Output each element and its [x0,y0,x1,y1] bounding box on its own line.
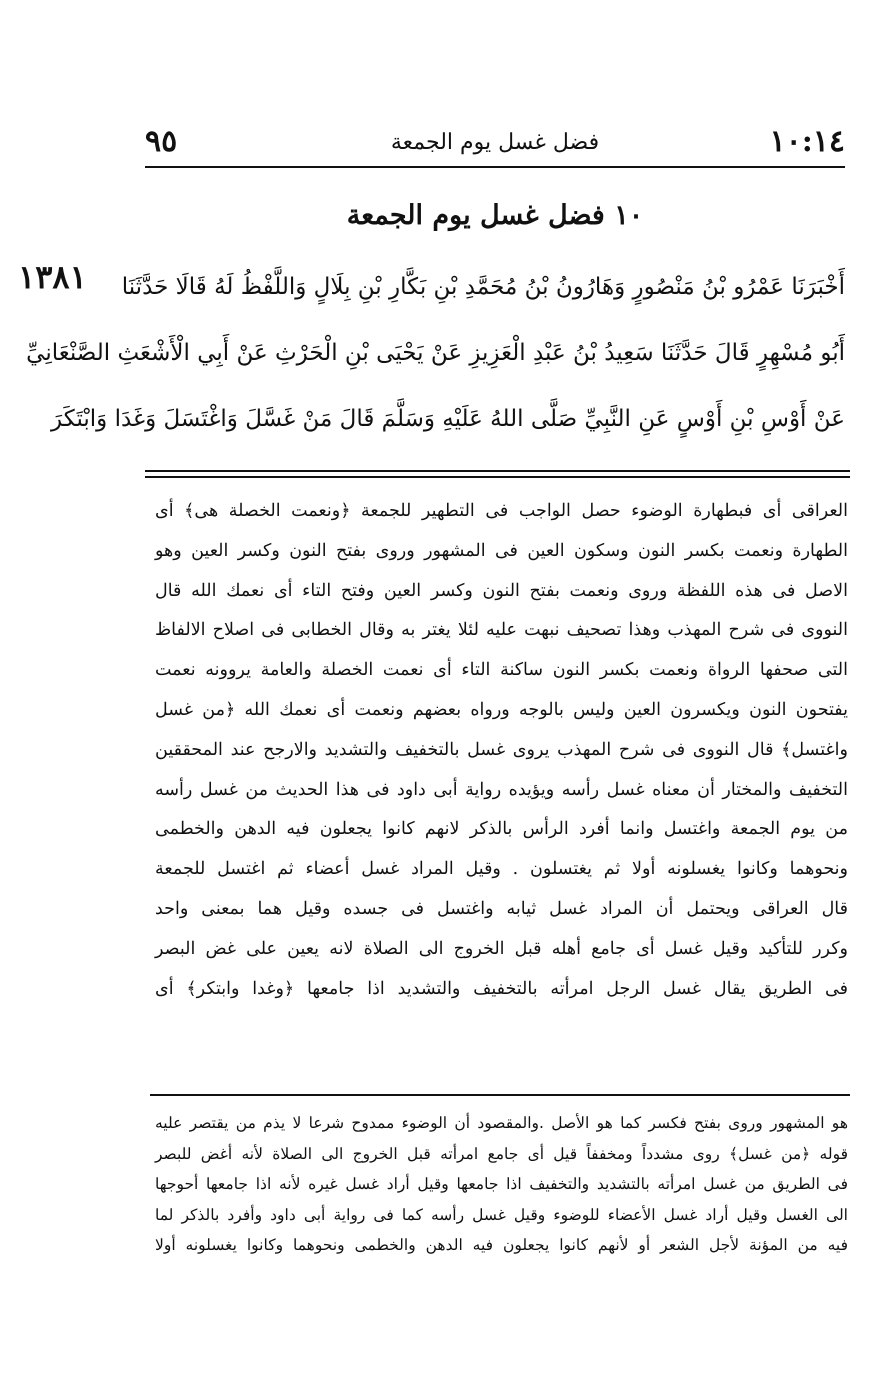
footnote-line: هو المشهور وروى بفتح فكسر كما هو الأصل .والمقصود أن الوضوء ممدوح شرعا لا يذم من يقتصر عليه [155,1114,848,1132]
footnote-line: فى الطريق من غسل امرأته بالتشديد والتخفيف اذا جامعها وقيل أراد غسل غيره لأنه اذا جامعها أحوجها [155,1175,848,1193]
running-title: فضل غسل يوم الجمعة [390,130,600,155]
commentary-line: التى صحفها الرواة ونعمت بكسر النون ساكنة التاء أى نعمت الخصلة والعامة يروونه نعمت [155,660,848,681]
footnote-line: قوله ﴿من غسل﴾ روى مشدداً ومخففاً قيل أى جامع امرأته قبل الخروج الى الصلاة لأنه أغض للبصر [155,1144,848,1163]
commentary-line: واغتسل﴾ قال النووى فى شرح المهذب يروى غسل بالتخفيف والتشديد والارجح عند المحققين [155,739,848,760]
hadith-line: أَخْبَرَنَا عَمْرُو بْنُ مَنْصُورٍ وَهَارُونُ بْنُ مُحَمَّدِ بْنِ بَكَّارِ بْنِ بِلَالٍ وَاللَّفْظُ لَهُ قَالَا حَدَّثَنَا [121,274,845,300]
footnote-text [155,1108,848,1261]
section-rule-top [145,470,850,472]
commentary-line: النووى فى شرح المهذب وهذا تصحيف نبهت عليه لئلا يغتر به وقال الخطابى فى اصلاح الالفاظ [155,620,848,641]
commentary-line: من يوم الجمعة واغتسل وانما أفرد الرأس بالذكر لانهم كانوا يجعلون فيه الدهن والخطمى [155,819,848,840]
commentary-line: وكرر للتأكيد وقيل غسل أى جامع أهله قبل الخروج الى الصلاة لانه يعين على غض البصر [155,938,848,959]
commentary-line: قال العراقى ويحتمل أن المراد غسل ثيابه واغتسل فى جسده وقيل هما بمعنى واحد [155,898,848,919]
commentary-text [155,492,848,1009]
running-head [145,122,845,162]
commentary-line: التخفيف والمختار أن معناه غسل رأسه ويؤيده رواية أبى داود فى هذا الحديث من غسل رأسه [155,779,848,800]
commentary-line: يفتحون النون ويكسرون العين وليس بالوجه ورواه بعضهم ونعمت أى نعمك الله ﴿من غسل [155,699,848,720]
commentary-line: ونحوهما وكانوا يغسلونه أولا ثم يغتسلون . وقيل المراد غسل أعضاء ثم اغتسل للجمعة [155,859,848,880]
footnote-line: الى الغسل وقيل أراد غسل الأعضاء للوضوء وقيل غسل رأسه كما فى رواية أبى داود وأفرد بالذكر لما [155,1205,848,1224]
chapter-heading: ١٠ فضل غسل يوم الجمعة [346,200,644,231]
hadith-number: ١٣٨١ [18,258,87,296]
page-number: ٩٥ [145,124,178,159]
footnote-rule [150,1094,850,1096]
commentary-line: الطهارة ونعمت بكسر النون وسكون العين فى المشهور وروى بفتح النون وكسر العين وهو [155,540,848,561]
header-rule [145,166,845,168]
hadith-line: عَنْ أَوْسِ بْنِ أَوْسٍ عَنِ النَّبِيِّ صَلَّى اللهُ عَلَيْهِ وَسَلَّمَ قَالَ مَنْ غَسَّلَ وَاغْتَسَلَ وَغَدَا وَابْتَكَرَ [51,406,845,432]
commentary-line: الاصل فى هذه اللفظة وروى ونعمت بفتح النون وكسر العين وفتح التاء أى نعمك الله قال [155,580,848,601]
footnote-line: فيه من المؤنة لأجل الشعر أو لأنهم كانوا يجعلون فيه الدهن والخطمى ونحوهما وكانوا يغسلونه أولا [155,1236,848,1254]
hadith-line: أَبُو مُسْهِرٍ قَالَ حَدَّثَنَا سَعِيدُ بْنُ عَبْدِ الْعَزِيزِ عَنْ يَحْيَى بْنِ الْحَرْثِ عَنْ أَبِي الْأَشْعَثِ الصَّنْعَانِيِّ [26,340,845,366]
chapter-reference: ١٠:١٤ [769,124,845,159]
commentary-line: فى الطريق يقال غسل الرجل امرأته بالتخفيف والتشديد اذا جامعها ﴿وغدا وابتكر﴾ أى [155,978,848,999]
section-rule-bottom [145,476,850,478]
commentary-line: العراقى أى فبطهارة الوضوء حصل الواجب فى التطهير للجمعة ﴿ونعمت الخصلة هى﴾ أى [155,501,848,521]
